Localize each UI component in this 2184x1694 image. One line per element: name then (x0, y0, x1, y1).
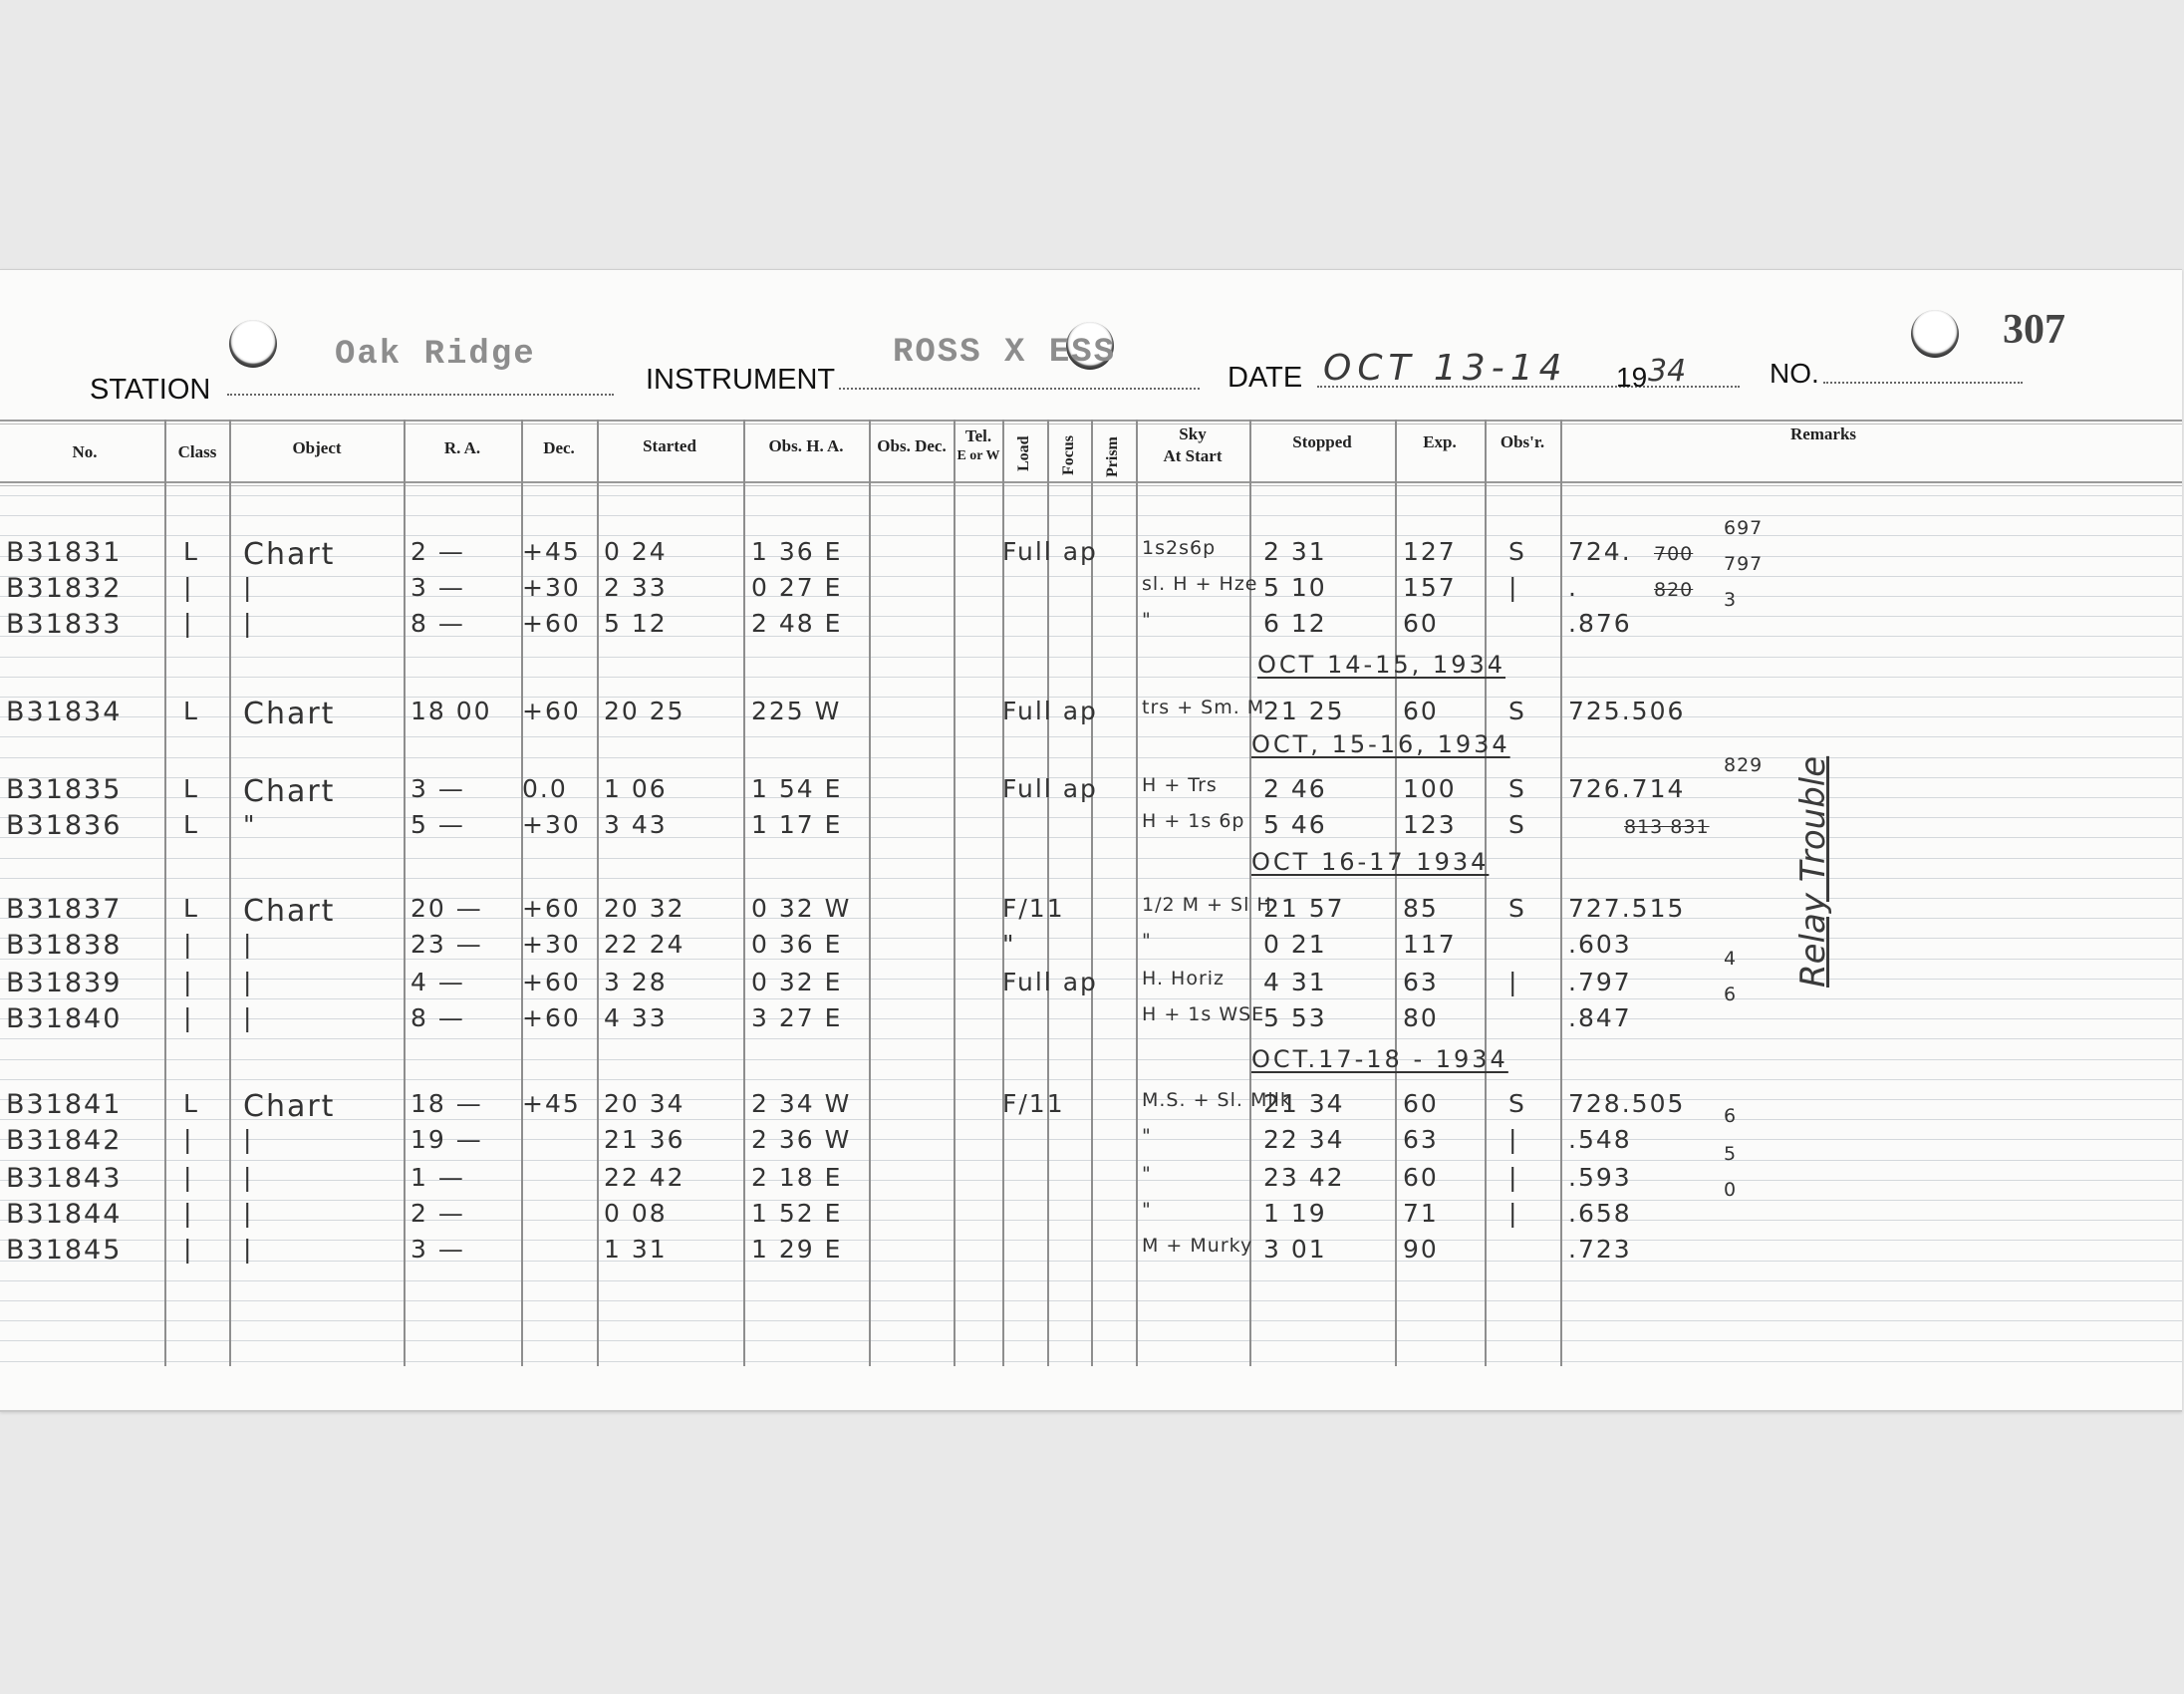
cell-ra: 23 — (410, 930, 483, 959)
cell-number: B31834 (6, 697, 123, 727)
cell-class: | (183, 609, 194, 638)
col-divider (404, 420, 406, 1366)
cell-number: B31840 (6, 1003, 123, 1034)
cell-obs-ha: 0 36 E (751, 930, 843, 959)
cell-remark-correction: 6 (1724, 984, 1738, 1005)
station-value: Oak Ridge (335, 336, 536, 374)
date-label: DATE (1228, 362, 1303, 394)
col-header-stopped: Stopped (1292, 432, 1352, 451)
cell-remark-correction: 6 (1724, 1105, 1738, 1127)
year-suffix: 34 (1648, 354, 1687, 389)
cell-started: 1 31 (604, 1235, 668, 1264)
cell-observer: | (1508, 1163, 1519, 1192)
col-divider (1485, 420, 1487, 1366)
cell-remark-correction: 797 (1724, 553, 1764, 575)
cell-obs-ha: 1 52 E (751, 1199, 843, 1228)
instrument-label: INSTRUMENT (646, 364, 836, 396)
cell-started: 22 24 (604, 930, 685, 959)
cell-remark: .876 (1568, 609, 1632, 638)
cell-ra: 8 — (410, 1003, 465, 1032)
col-header-dec: Dec. (543, 438, 575, 457)
cell-started: 4 33 (604, 1003, 668, 1032)
cell-class: | (183, 1003, 194, 1032)
col-header-exp: Exp. (1423, 432, 1457, 451)
cell-remark: .797 (1568, 968, 1632, 996)
cell-number: B31844 (6, 1199, 123, 1230)
cell-remark-correction: 0 (1724, 1179, 1738, 1201)
cell-ra: 2 — (410, 1199, 465, 1228)
cell-observer: S (1508, 697, 1526, 725)
cell-remark: .603 (1568, 930, 1632, 959)
date-value: OCT 13-14 (1323, 348, 1568, 389)
cell-remark: 727.515 (1568, 894, 1686, 923)
date-separator: OCT.17-18 - 1934 (1251, 1045, 1508, 1073)
cell-number: B31837 (6, 894, 123, 925)
cell-load: Full ap (1002, 774, 1098, 803)
cell-number: B31843 (6, 1163, 123, 1194)
cell-exp: 71 (1403, 1199, 1439, 1228)
col-header-class: Class (177, 442, 217, 461)
cell-object: | (243, 1235, 254, 1264)
cell-sky: H + Trs (1142, 774, 1218, 796)
cell-obs-ha: 1 29 E (751, 1235, 843, 1264)
date-separator: OCT 16-17 1934 (1251, 848, 1490, 876)
cell-class: | (183, 1235, 194, 1264)
cell-exp: 60 (1403, 1163, 1439, 1192)
cell-remark-correction: 829 (1724, 754, 1764, 776)
cell-load: F/11 (1002, 894, 1065, 923)
cell-sky: M + Murky (1142, 1235, 1253, 1257)
cell-class: | (183, 1125, 194, 1154)
cell-obs-ha: 0 27 E (751, 573, 843, 602)
cell-stopped: 21 25 (1263, 697, 1345, 725)
cell-load: F/11 (1002, 1089, 1065, 1118)
year-prefix: 19 (1616, 362, 1648, 393)
cell-class: L (183, 1089, 199, 1118)
cell-number: B31836 (6, 810, 123, 841)
col-header-sky: Sky (1179, 424, 1207, 443)
cell-ra: 8 — (410, 609, 465, 638)
cell-started: 1 06 (604, 774, 668, 803)
cell-remark-correction: 4 (1724, 948, 1738, 970)
cell-class: L (183, 894, 199, 923)
col-header-tel: Tel. (964, 426, 992, 445)
col-divider (869, 420, 871, 1366)
cell-remark-struck: 820 (1654, 579, 1694, 601)
cell-class: | (183, 1199, 194, 1228)
cell-started: 2 33 (604, 573, 668, 602)
cell-obs-ha: 3 27 E (751, 1003, 843, 1032)
cell-ra: 2 — (410, 537, 465, 566)
cell-stopped: 22 34 (1263, 1125, 1345, 1154)
cell-started: 21 36 (604, 1125, 685, 1154)
cell-object: | (243, 1163, 254, 1192)
cell-dec: +30 (522, 573, 581, 602)
cell-obs-ha: 0 32 E (751, 968, 843, 996)
col-header-object: Object (292, 438, 342, 457)
cell-started: 0 08 (604, 1199, 668, 1228)
col-header-ra: R. A. (443, 438, 481, 457)
cell-observer: S (1508, 810, 1526, 839)
cell-exp: 60 (1403, 697, 1439, 725)
cell-remark-correction: 3 (1724, 589, 1738, 611)
cell-sky: " (1142, 609, 1152, 631)
cell-obs-ha: 2 18 E (751, 1163, 843, 1192)
cell-ra: 20 — (410, 894, 483, 923)
cell-ra: 3 — (410, 1235, 465, 1264)
cell-class: | (183, 573, 194, 602)
cell-exp: 127 (1403, 537, 1457, 566)
cell-exp: 100 (1403, 774, 1457, 803)
cell-sky: " (1142, 930, 1152, 952)
cell-observer: S (1508, 1089, 1526, 1118)
cell-object: " (243, 810, 257, 839)
cell-stopped: 5 10 (1263, 573, 1327, 602)
col-header-obs-dec: Obs. Dec. (877, 436, 947, 455)
cell-remark-correction: 5 (1724, 1143, 1738, 1165)
cell-stopped: 1 19 (1263, 1199, 1327, 1228)
cell-exp: 63 (1403, 1125, 1439, 1154)
cell-exp: 85 (1403, 894, 1439, 923)
cell-number: B31845 (6, 1235, 123, 1266)
cell-number: B31831 (6, 537, 123, 568)
cell-ra: 3 — (410, 774, 465, 803)
cell-dec: +60 (522, 697, 581, 725)
cell-load: Full ap (1002, 968, 1098, 996)
cell-ra: 18 00 (410, 697, 492, 725)
cell-number: B31841 (6, 1089, 123, 1120)
cell-object: Chart (243, 774, 336, 809)
cell-dec: +30 (522, 930, 581, 959)
cell-observer: | (1508, 1125, 1519, 1154)
col-divider (229, 420, 231, 1366)
cell-object: | (243, 1125, 254, 1154)
cell-remark: 724. (1568, 537, 1632, 566)
cell-object: Chart (243, 537, 336, 572)
cell-exp: 60 (1403, 609, 1439, 638)
cell-object: Chart (243, 697, 336, 731)
cell-remark-struck: 700 (1654, 543, 1694, 565)
col-header-e-or-w: E or W (956, 448, 1000, 463)
col-divider (1249, 420, 1251, 1366)
cell-sky: H. Horiz (1142, 968, 1226, 989)
cell-sky: 1s2s6p (1142, 537, 1217, 559)
col-header-at-start: At Start (1163, 446, 1223, 465)
cell-obs-ha: 1 17 E (751, 810, 843, 839)
cell-dec: +30 (522, 810, 581, 839)
cell-class: | (183, 968, 194, 996)
no-label: NO. (1770, 358, 1819, 389)
cell-observer: S (1508, 894, 1526, 923)
cell-dec: +60 (522, 1003, 581, 1032)
cell-sky: " (1142, 1163, 1152, 1185)
cell-obs-ha: 0 32 W (751, 894, 852, 923)
no-dotted-line (1823, 382, 2023, 384)
cell-sky: M.S. + Sl. Milk (1142, 1089, 1292, 1111)
col-header-remarks: Remarks (1789, 424, 1857, 443)
col-header-prism: Prism (1104, 436, 1121, 477)
cell-exp: 90 (1403, 1235, 1439, 1264)
cell-object: Chart (243, 894, 336, 929)
cell-dec: +60 (522, 968, 581, 996)
cell-stopped: 2 31 (1263, 537, 1327, 566)
cell-remark: .593 (1568, 1163, 1632, 1192)
cell-exp: 157 (1403, 573, 1457, 602)
cell-class: L (183, 697, 199, 725)
cell-obs-ha: 2 48 E (751, 609, 843, 638)
cell-stopped: 23 42 (1263, 1163, 1345, 1192)
side-note-relay-trouble: Relay Trouble (1793, 755, 1833, 988)
cell-number: B31832 (6, 573, 123, 604)
cell-remark: . (1568, 573, 1578, 602)
cell-number: B31833 (6, 609, 123, 640)
station-label: STATION (90, 374, 211, 406)
col-header-load: Load (1015, 435, 1032, 471)
cell-object: | (243, 1199, 254, 1228)
cell-stopped: 5 46 (1263, 810, 1327, 839)
col-divider (743, 420, 745, 1366)
cell-obs-ha: 2 36 W (751, 1125, 852, 1154)
punch-hole-right (1911, 310, 1959, 358)
cell-remark: .658 (1568, 1199, 1632, 1228)
col-header-focus: Focus (1060, 435, 1077, 475)
cell-load: Full ap (1002, 697, 1098, 725)
cell-observer: S (1508, 774, 1526, 803)
cell-stopped: 2 46 (1263, 774, 1327, 803)
cell-number: B31835 (6, 774, 123, 805)
cell-dec: +45 (522, 537, 581, 566)
cell-dec: +60 (522, 609, 581, 638)
col-divider (954, 420, 956, 1366)
cell-dec: +60 (522, 894, 581, 923)
col-divider (1395, 420, 1397, 1366)
col-divider (1136, 420, 1138, 1366)
cell-started: 22 42 (604, 1163, 685, 1192)
cell-started: 5 12 (604, 609, 668, 638)
cell-sky: sl. H + Hze (1142, 573, 1258, 595)
cell-number: B31839 (6, 968, 123, 998)
date-separator: OCT, 15-16, 1934 (1251, 730, 1510, 758)
col-divider (164, 420, 166, 1366)
cell-stopped: 5 53 (1263, 1003, 1327, 1032)
cell-remark-correction: 697 (1724, 517, 1764, 539)
cell-observer: | (1508, 573, 1519, 602)
cell-remark: 726.714 (1568, 774, 1686, 803)
cell-exp: 63 (1403, 968, 1439, 996)
cell-object: | (243, 573, 254, 602)
cell-sky: H + 1s WSE (1142, 1003, 1265, 1025)
cell-dec: +45 (522, 1089, 581, 1118)
cell-sky: " (1142, 1125, 1152, 1147)
cell-sky: " (1142, 1199, 1152, 1221)
cell-class: L (183, 810, 199, 839)
cell-started: 3 43 (604, 810, 668, 839)
cell-observer: | (1508, 1199, 1519, 1228)
cell-stopped: 6 12 (1263, 609, 1327, 638)
cell-exp: 123 (1403, 810, 1457, 839)
observation-log-card (0, 269, 2182, 1412)
cell-number: B31838 (6, 930, 123, 961)
date-separator: OCT 14-15, 1934 (1257, 651, 1506, 679)
cell-remark: 725.506 (1568, 697, 1686, 725)
cell-ra: 4 — (410, 968, 465, 996)
cell-object: | (243, 930, 254, 959)
cell-remark-struck: 813 831 (1624, 816, 1710, 838)
cell-stopped: 3 01 (1263, 1235, 1327, 1264)
col-header-started: Started (643, 436, 696, 455)
cell-obs-ha: 1 54 E (751, 774, 843, 803)
cell-remark: 728.505 (1568, 1089, 1686, 1118)
cell-started: 20 25 (604, 697, 685, 725)
cell-obs-ha: 225 W (751, 697, 842, 725)
cell-load: Full ap (1002, 537, 1098, 566)
col-header-obsr: Obs'r. (1500, 432, 1545, 451)
cell-stopped: 21 34 (1263, 1089, 1345, 1118)
cell-started: 0 24 (604, 537, 668, 566)
cell-class: L (183, 774, 199, 803)
col-divider (1560, 420, 1562, 1366)
cell-sky: H + 1s 6p (1142, 810, 1245, 832)
cell-dec: 0.0 (522, 774, 568, 803)
cell-class: | (183, 930, 194, 959)
cell-obs-ha: 1 36 E (751, 537, 843, 566)
cell-number: B31842 (6, 1125, 123, 1156)
page-number: 307 (2003, 307, 2065, 353)
cell-sky: 1/2 M + Sl H (1142, 894, 1272, 916)
cell-started: 20 34 (604, 1089, 685, 1118)
cell-observer: S (1508, 537, 1526, 566)
instrument-dotted-line (839, 388, 1200, 390)
cell-exp: 117 (1403, 930, 1457, 959)
punch-hole-left (229, 320, 277, 368)
cell-observer: | (1508, 968, 1519, 996)
cell-started: 3 28 (604, 968, 668, 996)
cell-stopped: 21 57 (1263, 894, 1345, 923)
col-divider (597, 420, 599, 1366)
cell-stopped: 4 31 (1263, 968, 1327, 996)
cell-object: | (243, 968, 254, 996)
cell-object: | (243, 1003, 254, 1032)
cell-class: | (183, 1163, 194, 1192)
station-dotted-line (227, 394, 614, 396)
cell-started: 20 32 (604, 894, 685, 923)
cell-ra: 5 — (410, 810, 465, 839)
cell-object: Chart (243, 1089, 336, 1124)
cell-exp: 80 (1403, 1003, 1439, 1032)
cell-remark: .548 (1568, 1125, 1632, 1154)
cell-ra: 18 — (410, 1089, 483, 1118)
cell-ra: 19 — (410, 1125, 483, 1154)
col-header-no: No. (72, 442, 98, 461)
cell-obs-ha: 2 34 W (751, 1089, 852, 1118)
cell-load: " (1002, 930, 1016, 959)
cell-exp: 60 (1403, 1089, 1439, 1118)
col-header-obs-ha: Obs. H. A. (768, 436, 844, 455)
cell-sky: trs + Sm. M (1142, 697, 1265, 718)
cell-ra: 1 — (410, 1163, 465, 1192)
cell-ra: 3 — (410, 573, 465, 602)
cell-class: L (183, 537, 199, 566)
instrument-value: ROSS X ESS (893, 334, 1117, 372)
cell-remark: .723 (1568, 1235, 1632, 1264)
cell-remark: .847 (1568, 1003, 1632, 1032)
cell-stopped: 0 21 (1263, 930, 1327, 959)
cell-object: | (243, 609, 254, 638)
